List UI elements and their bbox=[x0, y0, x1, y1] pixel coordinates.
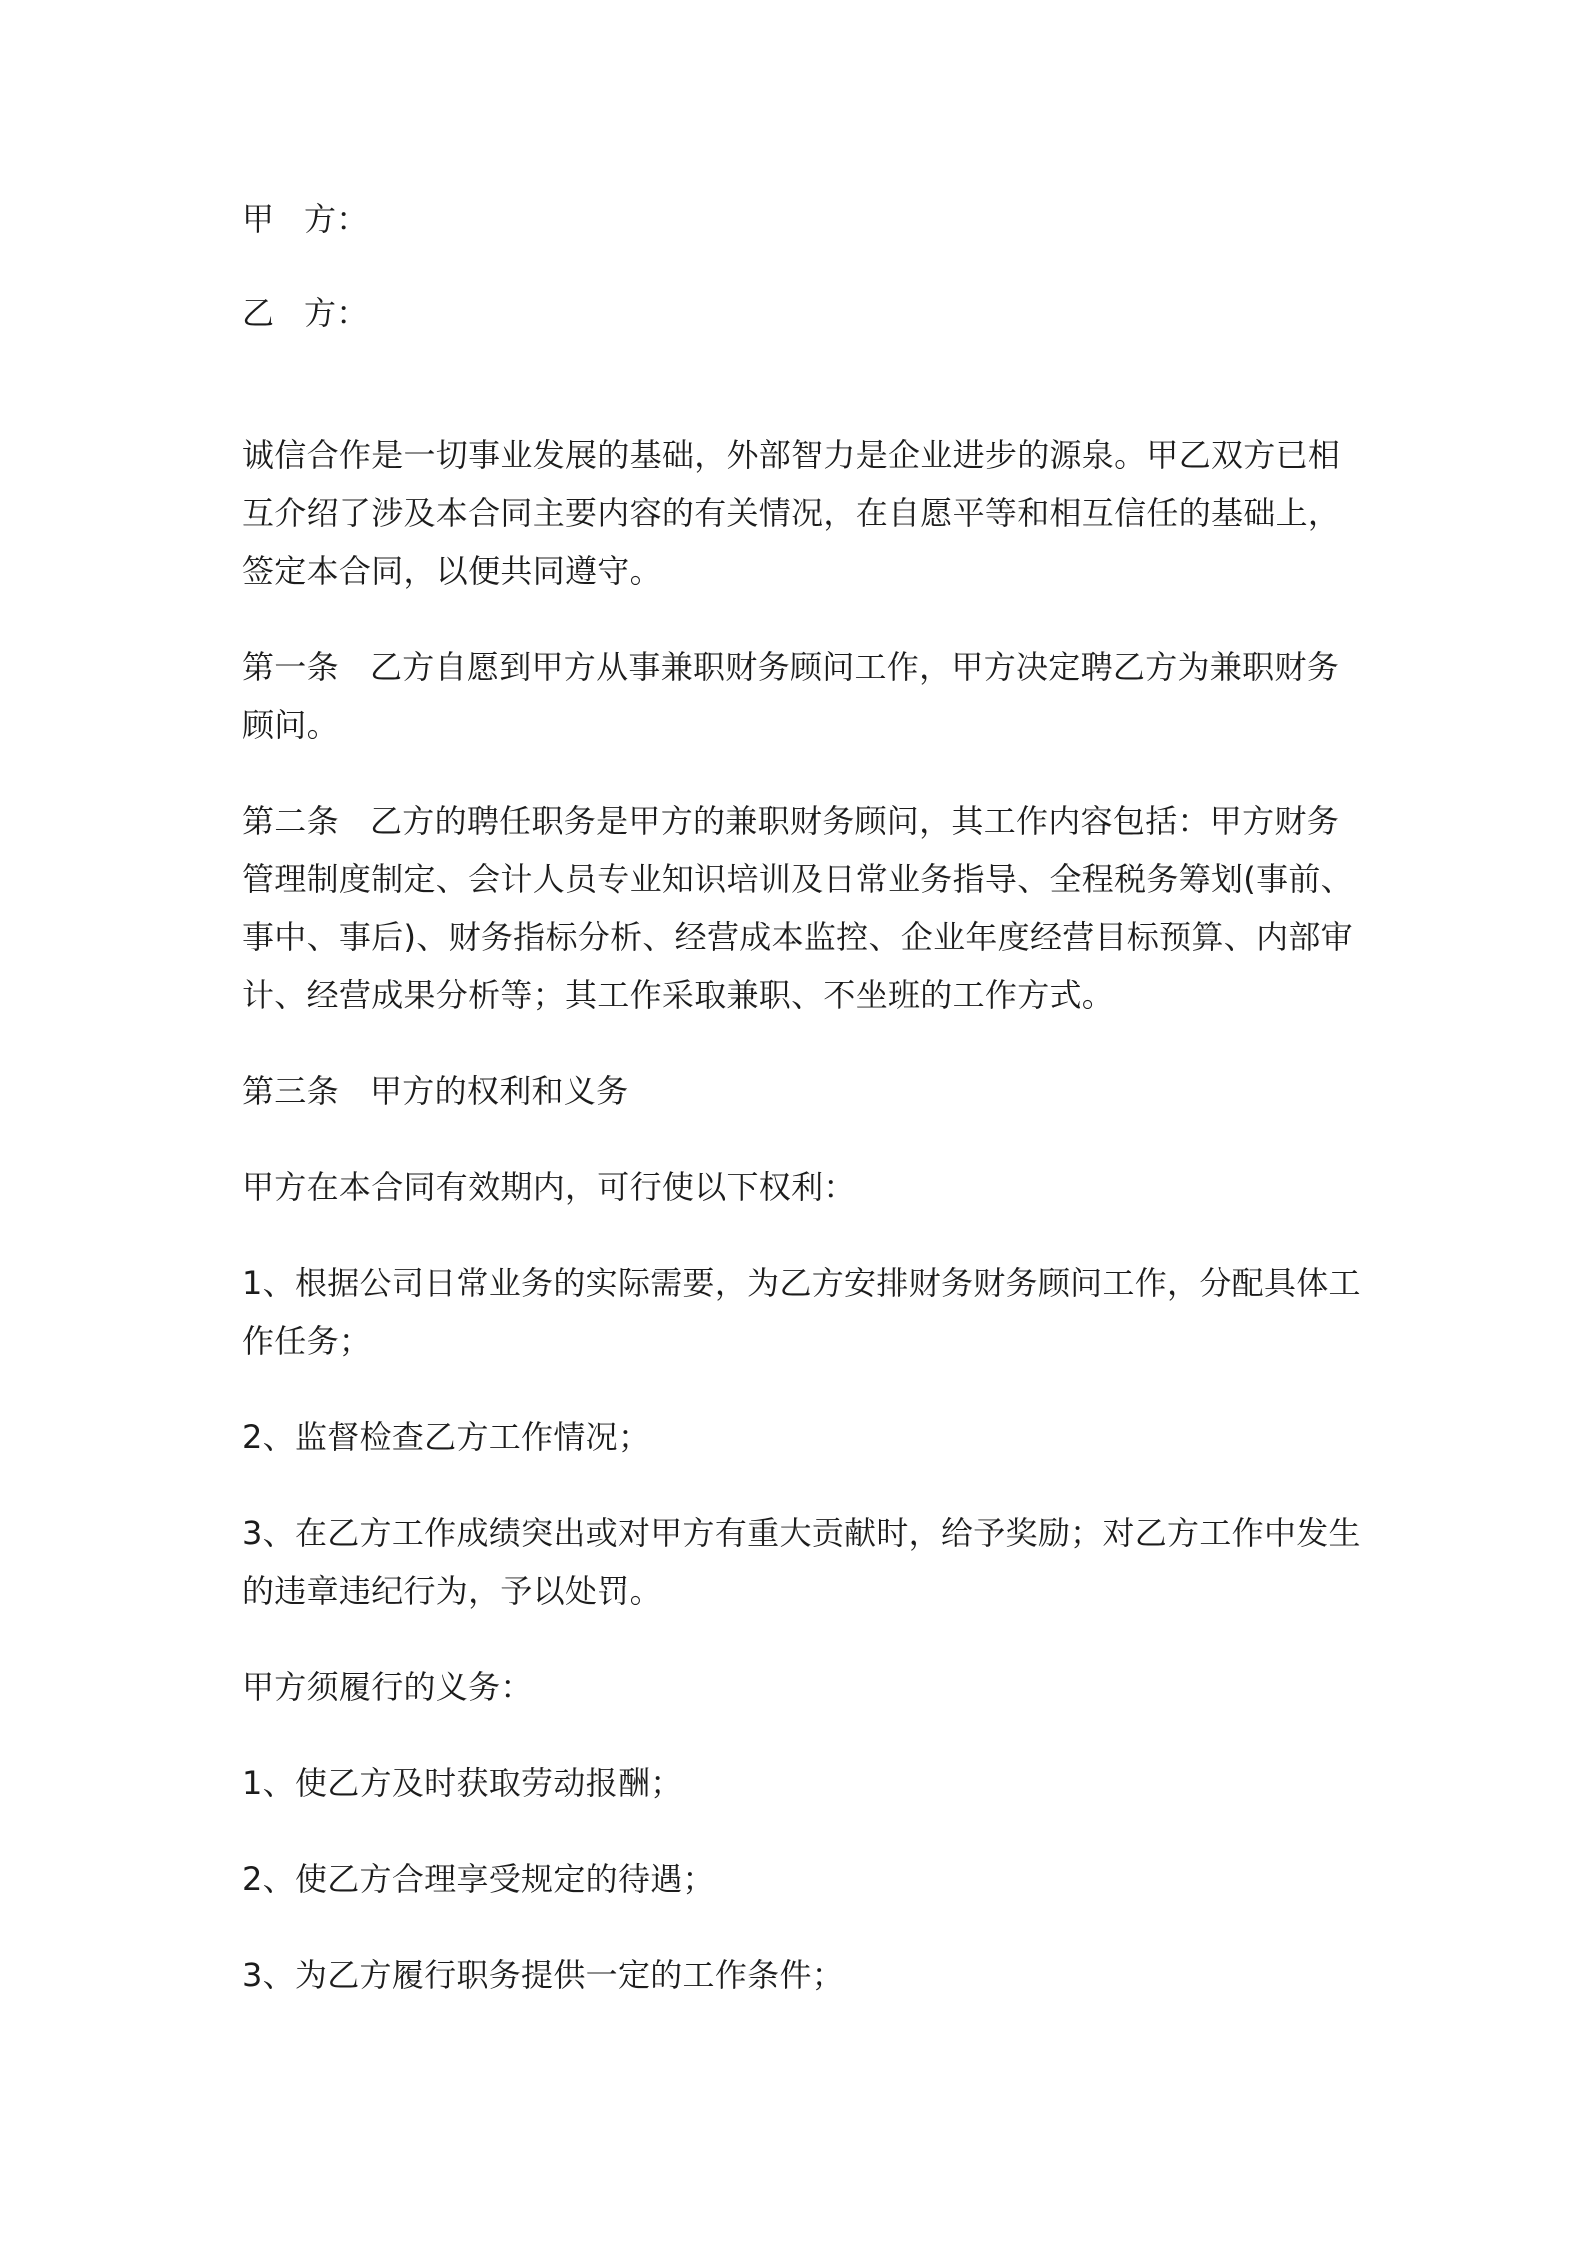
article-3 bbox=[242, 1062, 1367, 1120]
article-1 bbox=[242, 638, 1367, 754]
list-item-right-1: 1、根据公司日常业务的实际需要，为乙方安排财务财务顾问工作，分配具体工作任务； bbox=[242, 1264, 1361, 1360]
article-2-text: 乙方的聘任职务是甲方的兼职财务顾问，其工作内容包括：甲方财务管理制度制定、会计人员专业知识培训及日常业务指导、全程税务筹划(事前、事中、事后)、财务指标分析、经营成本监控、企业年度经营目标预算、内部审计、经营成果分析等；其工作采取兼职、不坐班的工作方式。 bbox=[242, 802, 1353, 1014]
article-3-text: 甲方的权利和义务 bbox=[370, 1072, 629, 1110]
article-1-number: 第一条 bbox=[242, 648, 339, 686]
party-a-line bbox=[242, 190, 1367, 248]
list-item-right-3: 3、在乙方工作成绩突出或对甲方有重大贡献时，给予奖励；对乙方工作中发生的违章违纪行为，予以处罚。 bbox=[242, 1514, 1361, 1610]
list-item-duty-2: 2、使乙方合理享受规定的待遇； bbox=[242, 1860, 715, 1898]
party-a-label-2: 方： bbox=[304, 200, 369, 238]
party-a-label-1: 甲 bbox=[242, 200, 275, 238]
contract-body bbox=[242, 190, 1367, 2004]
party-b-label-2: 方： bbox=[304, 294, 369, 332]
party-b-label-1: 乙 bbox=[242, 294, 275, 332]
party-b-line bbox=[242, 284, 1367, 342]
list-item-right-2: 2、监督检查乙方工作情况； bbox=[242, 1418, 651, 1456]
preamble-paragraph: 诚信合作是一切事业发展的基础，外部智力是企业进步的源泉。甲乙双方已相互介绍了涉及本合同主要内容的有关情况，在自愿平等和相互信任的基础上，签定本合同，以便共同遵守。 bbox=[242, 436, 1341, 590]
rights-intro: 甲方在本合同有效期内，可行使以下权利： bbox=[242, 1168, 856, 1206]
article-2 bbox=[242, 792, 1367, 1024]
article-2-number: 第二条 bbox=[242, 802, 339, 840]
list-item-duty-1: 1、使乙方及时获取劳动报酬； bbox=[242, 1764, 683, 1802]
article-1-text: 乙方自愿到甲方从事兼职财务顾问工作，甲方决定聘乙方为兼职财务顾问。 bbox=[242, 648, 1340, 744]
article-3-number: 第三条 bbox=[242, 1072, 339, 1110]
list-item-duty-3: 3、为乙方履行职务提供一定的工作条件； bbox=[242, 1956, 845, 1994]
duties-intro: 甲方须履行的义务： bbox=[242, 1668, 533, 1706]
